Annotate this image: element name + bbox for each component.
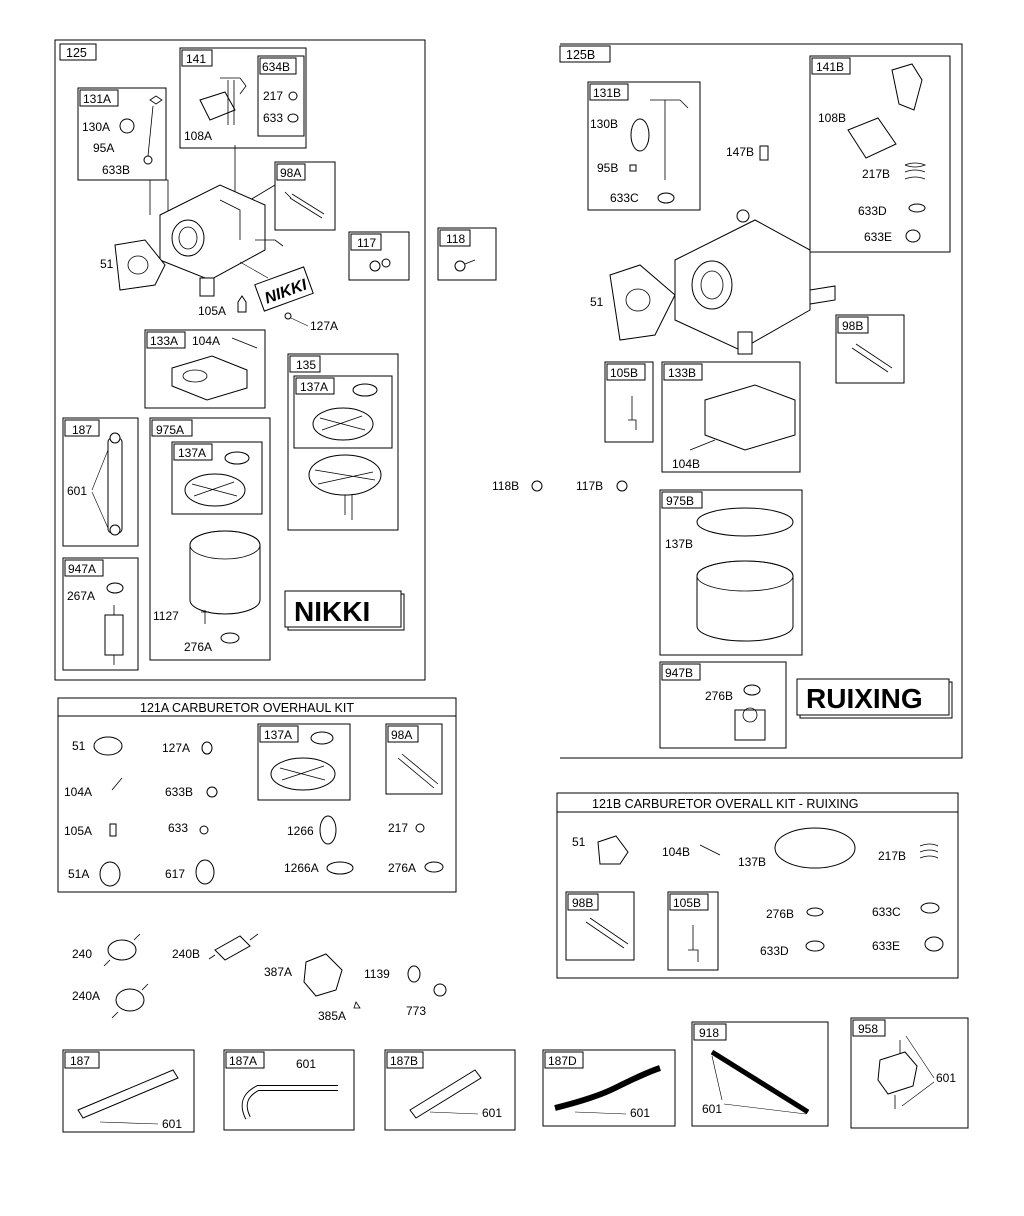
part-label-773: 773 — [406, 1004, 427, 1018]
group-label-135: 135 — [296, 358, 317, 372]
group-label-98A: 98A — [280, 166, 302, 180]
part-label-601-918: 601 — [702, 1102, 723, 1116]
carburetor-body-nikki — [115, 145, 283, 296]
group-118 — [438, 228, 496, 280]
part-label-108B: 108B — [818, 111, 847, 125]
part-label-130A: 130A — [82, 120, 111, 134]
part-label-633: 633 — [263, 111, 284, 125]
group-label-98B: 98B — [842, 319, 864, 333]
box-141B — [810, 56, 950, 252]
kit-121A-title: 121A CARBURETOR OVERHAUL KIT — [140, 701, 354, 715]
kit-part-217: 217 — [388, 821, 409, 835]
group-label-125: 125 — [66, 46, 87, 60]
group-label-105B-kit: 105B — [673, 896, 702, 910]
part-label-51B: 51 — [590, 295, 604, 309]
group-label-141: 141 — [186, 52, 207, 66]
group-label-947B: 947B — [665, 666, 694, 680]
group-label-187-top: 187 — [72, 423, 93, 437]
kit-b-part-217B: 217B — [878, 849, 907, 863]
part-label-601-187D: 601 — [630, 1106, 651, 1120]
group-label-98A-kit: 98A — [391, 728, 413, 742]
section-125B-ruixing — [492, 44, 962, 758]
kit-part-276A: 276A — [388, 861, 417, 875]
group-label-975B: 975B — [666, 494, 695, 508]
part-51B-gasket — [610, 265, 675, 340]
group-label-137A-b: 137A — [178, 446, 207, 460]
part-975A-bowl — [190, 531, 260, 614]
part-label-601-top: 601 — [67, 484, 88, 498]
part-label-130B: 130B — [590, 117, 619, 131]
group-label-187A: 187A — [229, 1054, 258, 1068]
fuel-line-187D — [543, 1050, 675, 1126]
part-label-387A: 387A — [264, 965, 293, 979]
group-label-131A: 131A — [83, 92, 112, 106]
group-label-118: 118 — [446, 232, 466, 246]
group-label-125B: 125B — [566, 48, 596, 62]
part-label-105A: 105A — [198, 304, 227, 318]
kit-part-1266: 1266 — [287, 824, 314, 838]
fuel-shutoff-958 — [851, 1018, 968, 1128]
part-label-267A: 267A — [67, 589, 96, 603]
group-label-133B: 133B — [668, 366, 697, 380]
fuel-line-187B — [385, 1050, 515, 1130]
part-51-gasket — [115, 240, 165, 290]
part-label-104A: 104A — [192, 334, 221, 348]
group-label-187: 187 — [70, 1054, 91, 1068]
part-187-fuel-line — [108, 438, 122, 533]
kit-part-127A: 127A — [162, 741, 191, 755]
part-label-276B: 276B — [705, 689, 734, 703]
kit-b-part-633C: 633C — [872, 905, 901, 919]
nikki-tag-text: NIKKI — [262, 276, 310, 308]
part-108B-gasket — [848, 118, 896, 158]
carburetor-body-ruixing — [610, 210, 835, 354]
part-label-601-187A: 601 — [296, 1057, 317, 1071]
part-label-95B: 95B — [597, 161, 619, 175]
part-label-108A: 108A — [184, 129, 213, 143]
part-947A-solenoid — [105, 615, 123, 655]
part-label-104B: 104B — [672, 457, 701, 471]
kit-121B — [557, 793, 958, 978]
group-label-947A: 947A — [68, 562, 97, 576]
part-label-137B: 137B — [665, 537, 694, 551]
box-187-top — [63, 418, 138, 546]
part-133B-float — [705, 385, 795, 450]
part-label-601-187B: 601 — [482, 1106, 503, 1120]
group-label-131B: 131B — [593, 86, 622, 100]
part-label-633B: 633B — [102, 163, 131, 177]
fuel-line-918 — [692, 1022, 828, 1126]
fuel-line-187 — [63, 1050, 194, 1132]
part-137B-gasket — [697, 508, 793, 536]
part-label-1139: 1139 — [364, 967, 390, 981]
part-label-147B: 147B — [726, 145, 755, 159]
group-label-105B: 105B — [610, 366, 639, 380]
brand-ruixing: RUIXING — [806, 683, 923, 714]
part-label-127A: 127A — [310, 319, 339, 333]
part-label-1127: 1127 — [153, 609, 179, 623]
kit-part-617: 617 — [165, 867, 186, 881]
part-label-601-958: 601 — [936, 1071, 957, 1085]
part-label-276A: 276A — [184, 640, 213, 654]
kit-part-51A: 51A — [68, 867, 90, 881]
part-label-601-187: 601 — [162, 1117, 183, 1131]
part-label-217: 217 — [263, 89, 284, 103]
group-label-141B: 141B — [816, 60, 845, 74]
kit-part-104A: 104A — [64, 785, 93, 799]
group-label-117: 117 — [357, 236, 377, 250]
part-label-240B: 240B — [172, 947, 201, 961]
kit-b-part-51: 51 — [572, 835, 586, 849]
part-98B-screw — [852, 344, 892, 372]
group-label-634B: 634B — [262, 60, 291, 74]
group-label-98B-kit: 98B — [572, 896, 594, 910]
kit-part-633B: 633B — [165, 785, 194, 799]
group-label-975A: 975A — [156, 423, 185, 437]
group-label-137A-a: 137A — [300, 380, 329, 394]
kit-part-105A: 105A — [64, 824, 93, 838]
part-130A-disc — [120, 119, 134, 133]
part-label-117B: 117B — [576, 479, 604, 493]
part-label-217B: 217B — [862, 167, 891, 181]
misc-parts — [72, 934, 446, 1023]
kit-b-part-276B: 276B — [766, 907, 795, 921]
kit-121B-title: 121B CARBURETOR OVERALL KIT - RUIXING — [592, 797, 859, 811]
part-975B-bowl — [697, 561, 793, 641]
section-125-nikki — [55, 40, 425, 680]
kit-b-part-633E: 633E — [872, 939, 901, 953]
part-label-633C: 633C — [610, 191, 639, 205]
part-label-240: 240 — [72, 947, 93, 961]
part-108A-gasket — [200, 92, 235, 120]
group-label-133A: 133A — [150, 334, 179, 348]
part-label-95A: 95A — [93, 141, 115, 155]
kit-b-part-633D: 633D — [760, 944, 789, 958]
brand-nikki: NIKKI — [294, 596, 371, 627]
kit-121A — [58, 698, 456, 892]
group-label-137A-kit: 137A — [264, 728, 293, 742]
part-label-118B: 118B — [492, 479, 520, 493]
nikki-tag — [240, 262, 313, 311]
kit-b-part-104B: 104B — [662, 845, 691, 859]
part-label-385A: 385A — [318, 1009, 347, 1023]
kit-part-1266A: 1266A — [284, 861, 319, 875]
fuel-line-187A — [224, 1050, 354, 1130]
group-label-187B: 187B — [390, 1054, 419, 1068]
part-947B-solenoid — [735, 710, 765, 740]
group-label-187D: 187D — [548, 1054, 577, 1068]
part-98A-screw — [285, 192, 324, 218]
kit-part-51: 51 — [72, 739, 86, 753]
part-label-633E: 633E — [864, 230, 893, 244]
part-label-51: 51 — [100, 257, 114, 271]
part-131A-shaft — [148, 96, 162, 156]
kit-part-633: 633 — [168, 821, 189, 835]
part-label-633D: 633D — [858, 204, 887, 218]
kit-b-part-137B: 137B — [738, 855, 767, 869]
group-label-958: 958 — [858, 1022, 879, 1036]
group-label-918: 918 — [699, 1026, 720, 1040]
part-label-240A: 240A — [72, 989, 101, 1003]
